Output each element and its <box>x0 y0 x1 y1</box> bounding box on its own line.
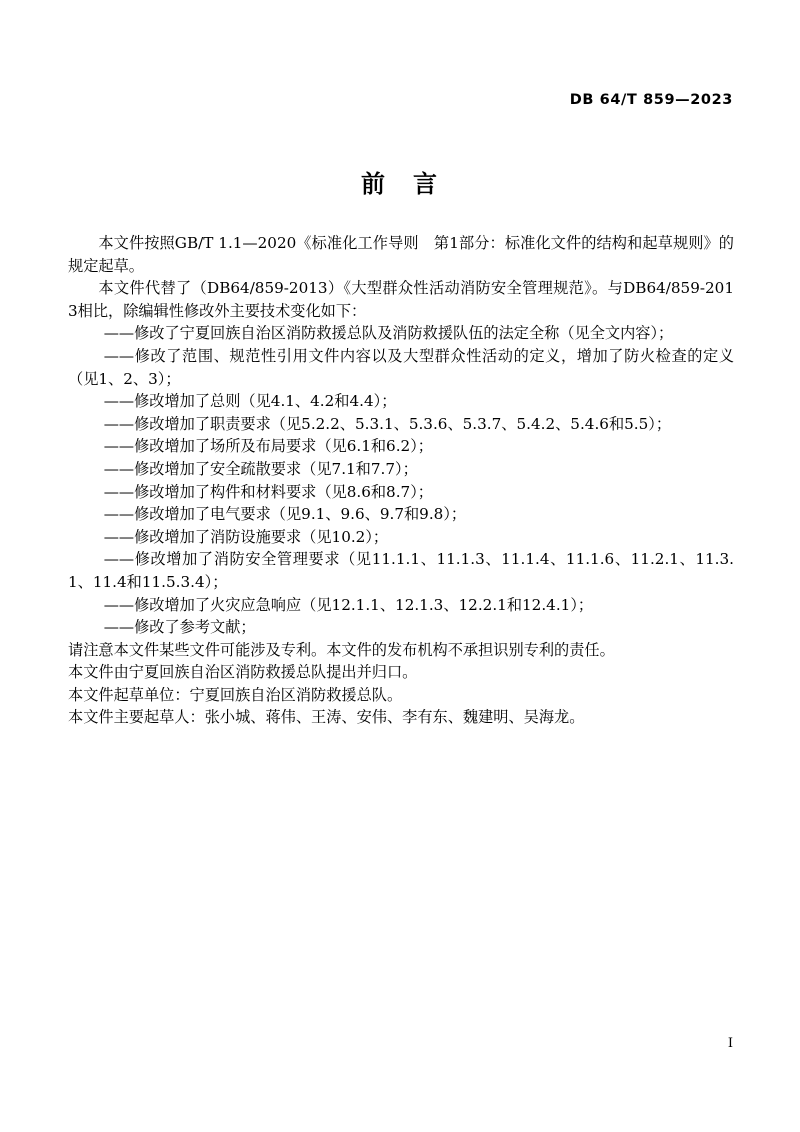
change-item: ——修改了宁夏回族自治区消防救援总队及消防救援队伍的法定全称（见全文内容）； <box>103 324 674 343</box>
paragraph-patent-notice: 请注意本文件某些文件可能涉及专利。本文件的发布机构不承担识别专利的责任。 <box>68 640 615 659</box>
change-item: ——修改了参考文献； <box>103 618 256 637</box>
page-title-part2: 言 <box>413 169 439 198</box>
paragraph-drafting-organization: 本文件起草单位：宁夏回族自治区消防救援总队。 <box>68 685 403 704</box>
change-item: ——修改增加了构件和材料要求（见8.6和8.7）； <box>103 482 433 501</box>
change-item: ——修改了范围、规范性引用文件内容以及大型群众性活动的定义，增加了防火检查的定义（见1、2、3）； <box>68 346 734 388</box>
change-item: ——修改增加了总则（见4.1、4.2和4.4）； <box>103 392 397 411</box>
change-item: ——修改增加了电气要求（见9.1、9.6、9.7和9.8）； <box>103 505 467 524</box>
change-item: ——修改增加了消防安全管理要求（见11.1.1、11.1.3、11.1.4、11.1.6、11.2.1、11.3.1、11.4和11.5.3.4）； <box>68 550 734 591</box>
change-item: ——修改增加了消防设施要求（见10.2）； <box>103 527 389 546</box>
paragraph-scope-basis: 本文件按照GB/T 1.1—2020《标准化工作导则 第1部分：标准化文件的结构和起草规则》的规定起草。 <box>68 234 734 275</box>
page-title-part1: 前 <box>361 169 387 198</box>
running-header-standard-number: DB 64/T 859—2023 <box>569 92 733 108</box>
foreword-body <box>68 232 734 729</box>
paragraph-proposing-organization: 本文件由宁夏回族自治区消防救援总队提出并归口。 <box>68 663 418 682</box>
change-item: ——修改增加了职责要求（见5.2.2、5.3.1、5.3.6、5.3.7、5.4.2、5.4.6和5.5）； <box>103 414 672 433</box>
change-item: ——修改增加了场所及布局要求（见6.1和6.2）； <box>103 437 433 456</box>
page-title <box>0 164 800 199</box>
footer-page-number: I <box>727 1036 733 1051</box>
paragraph-main-drafters: 本文件主要起草人：张小城、蒋伟、王涛、安伟、李有东、魏建明、吴海龙。 <box>68 708 585 727</box>
paragraph-replacement-notice: 本文件代替了（DB64/859-2013）《大型群众性活动消防安全管理规范》。与DB64/859-2013相比，除编辑性修改外主要技术变化如下： <box>68 279 734 320</box>
change-item: ——修改增加了安全疏散要求（见7.1和7.7）； <box>103 459 418 478</box>
change-item: ——修改增加了火灾应急响应（见12.1.1、12.1.3、12.2.1和12.4.1）； <box>103 595 594 614</box>
